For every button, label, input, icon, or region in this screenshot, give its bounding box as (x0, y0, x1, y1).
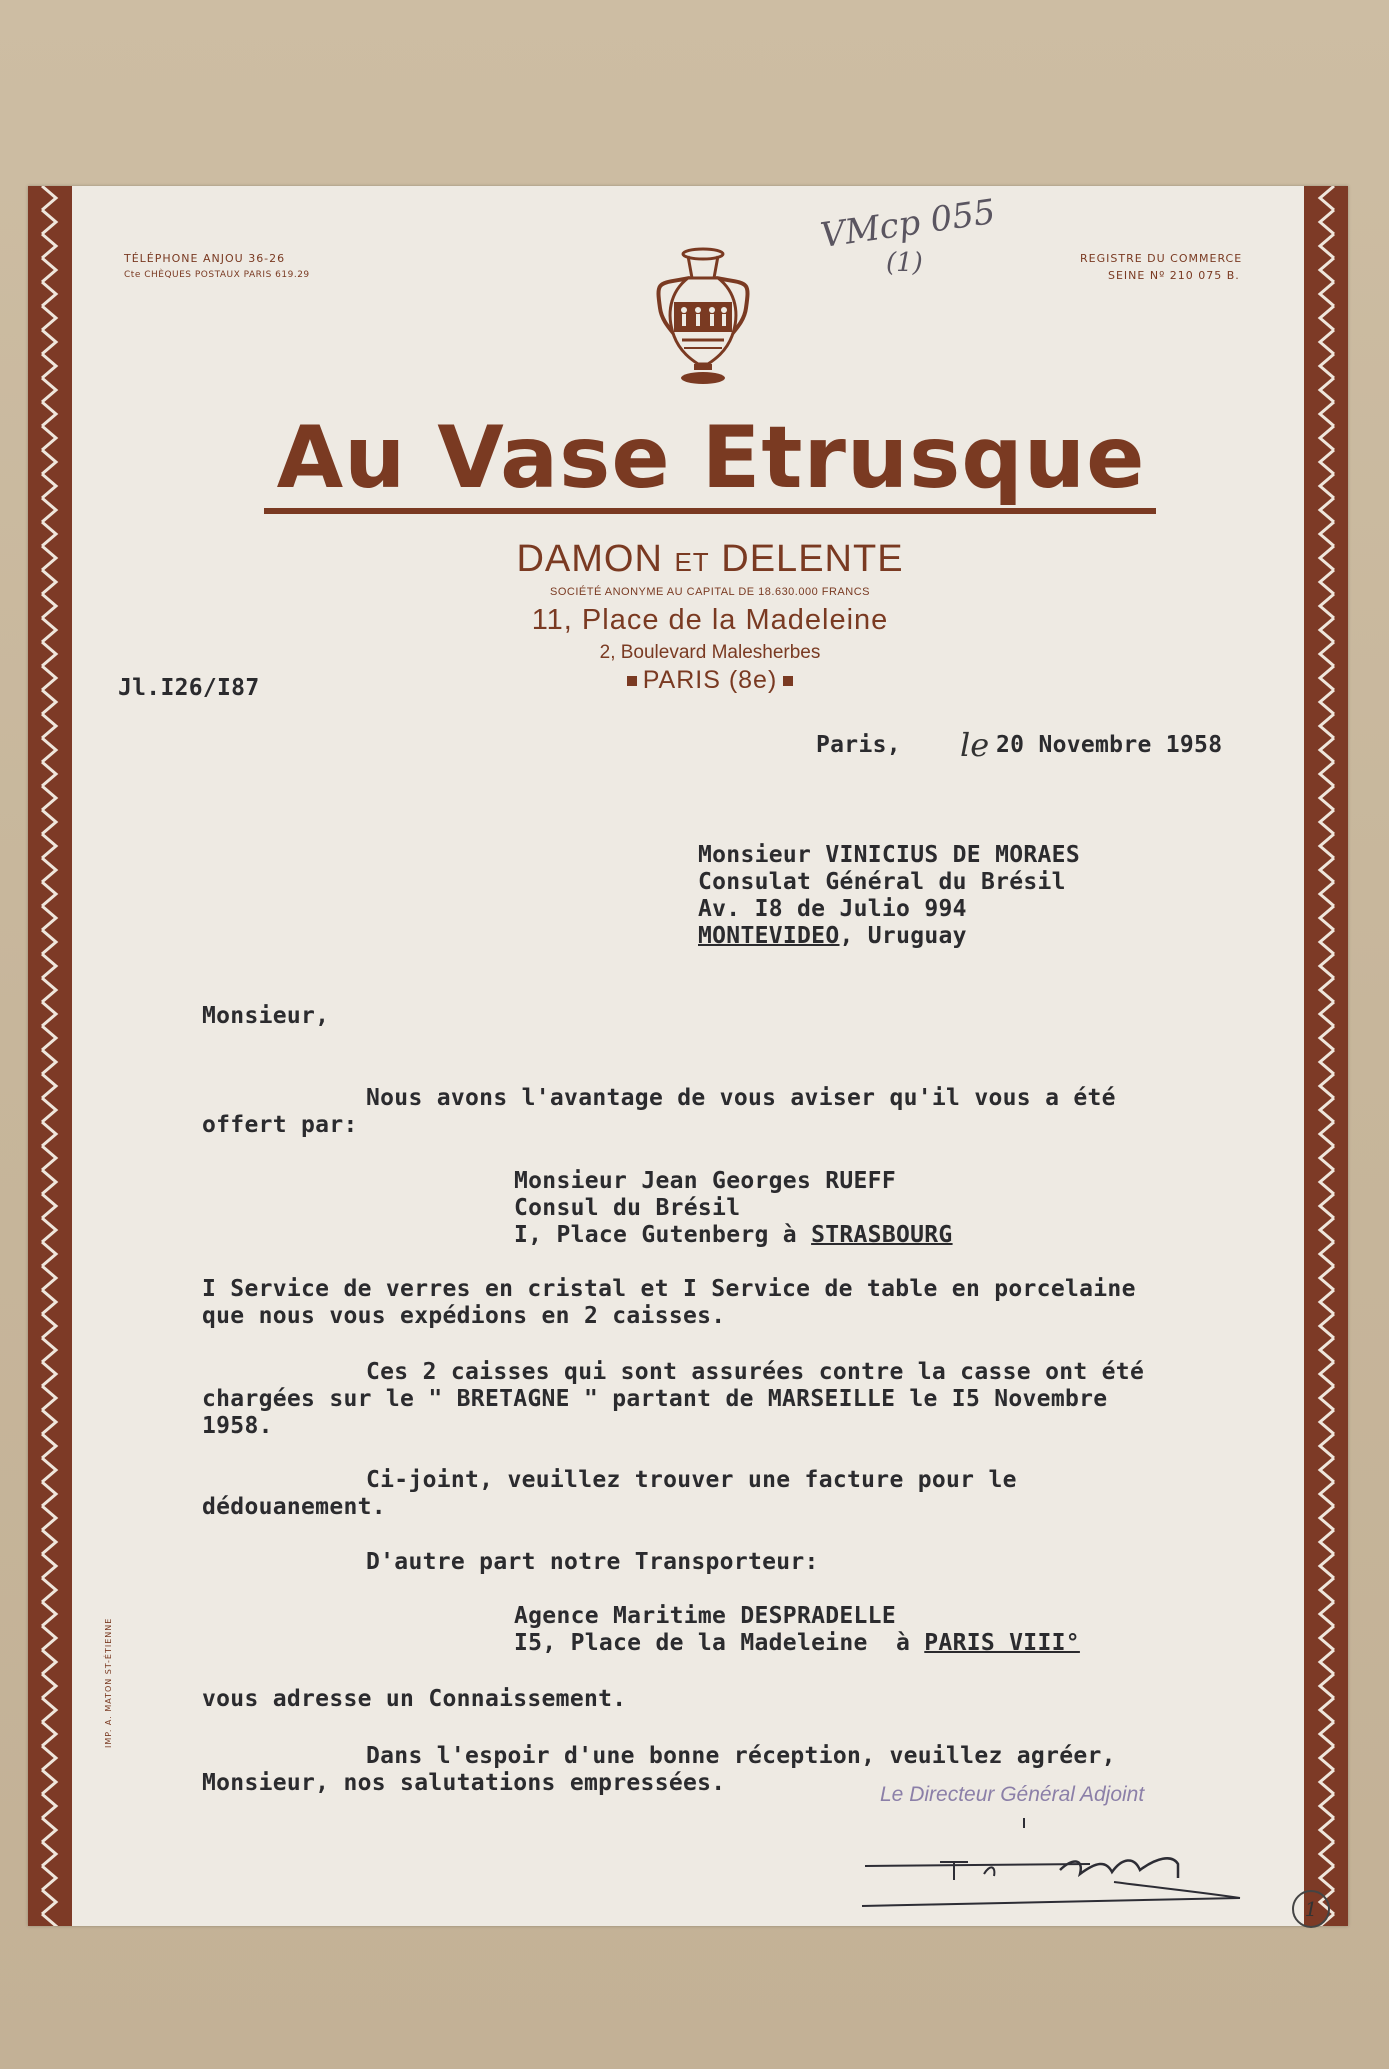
letter-reference: Jl.I26/I87 (118, 675, 260, 701)
archive-mark: VMcp 055 (818, 191, 998, 257)
etruscan-vase-icon (648, 244, 758, 386)
paragraph-5: D'autre part notre Transporteur: (366, 1549, 819, 1575)
sender-line-3 (514, 1222, 953, 1249)
closing-line-1: Dans l'espoir d'une bonne réception, veuillez agréer, (366, 1743, 1116, 1769)
recipient-line-1: Monsieur VINICIUS DE MORAES (698, 842, 1080, 868)
paragraph-2-line-1: I Service de verres en cristal et I Service de table en porcelaine (202, 1276, 1136, 1302)
city-line (300, 666, 1120, 695)
recipient-city: MONTEVIDEO (698, 923, 840, 949)
address-line-2: 2, Boulevard Malesherbes (599, 642, 821, 663)
left-decorative-border (28, 186, 72, 1926)
left-zigzag-pattern (38, 186, 62, 1926)
agent-line-2 (514, 1630, 1080, 1657)
square-bullet-left (627, 676, 637, 686)
salutation: Monsieur, (202, 1003, 330, 1029)
firm-name-part-b: DELENTE (721, 538, 904, 580)
date-le-handwritten: le (960, 726, 990, 764)
firm-name-et: ET (674, 547, 710, 577)
address-line-1: 11, Place de la Madeleine (531, 604, 889, 636)
right-zigzag-pattern (1314, 186, 1338, 1926)
sender-line-1: Monsieur Jean Georges RUEFF (514, 1168, 896, 1194)
paragraph-1-line-2: offert par: (202, 1112, 358, 1138)
recipient-country: , Uruguay (839, 923, 967, 949)
date-place: Paris, (816, 732, 901, 758)
paragraph-6: vous adresse un Connaissement. (202, 1686, 627, 1712)
paragraph-1-line-1: Nous avons l'avantage de vous aviser qu'il vous a été (366, 1085, 1116, 1111)
director-stamp: Le Directeur Général Adjoint (880, 1783, 1145, 1806)
paragraph-2-line-2: que nous vous expédions en 2 caisses. (202, 1303, 726, 1329)
paragraph-3-line-1: Ces 2 caisses qui sont assurées contre la casse ont été (366, 1359, 1145, 1385)
page-number-circled: 1 (1292, 1890, 1330, 1928)
handwritten-signature (860, 1818, 1250, 1918)
sender-line-2: Consul du Brésil (514, 1195, 741, 1221)
title-underline (264, 508, 1156, 514)
date-value: 20 Novembre 1958 (996, 732, 1223, 758)
paragraph-4-line-1: Ci-joint, veuillez trouver une facture pour le (366, 1467, 1017, 1493)
paragraph-3-line-3: 1958. (202, 1413, 273, 1439)
paragraph-4-line-2: dédouanement. (202, 1494, 386, 1520)
agent-city: PARIS VIII° (924, 1630, 1080, 1656)
telephone-info: TÉLÉPHONE ANJOU 36-26 (124, 252, 286, 265)
paragraph-3-line-2: chargées sur le " BRETAGNE " partant de MARSEILLE le I5 Novembre (202, 1386, 1108, 1412)
closing-line-2: Monsieur, nos salutations empressées. (202, 1770, 726, 1796)
registry-line-1: REGISTRE DU COMMERCE (1080, 252, 1243, 265)
firm-name-part-a: DAMON (516, 538, 663, 580)
society-capital: SOCIÉTÉ ANONYME AU CAPITAL DE 18.630.000 FRANCS (550, 586, 870, 598)
recipient-line-3: Av. I8 de Julio 994 (698, 896, 967, 922)
archive-mark-number: (1) (886, 248, 923, 278)
firm-name (300, 538, 1120, 581)
agent-address: I5, Place de la Madeleine à (514, 1630, 925, 1656)
registry-line-2: SEINE Nº 210 075 B. (1108, 269, 1240, 282)
right-decorative-border (1304, 186, 1348, 1926)
printer-imprint: IMP. A. MATON ST-ÉTIENNE (104, 1617, 113, 1748)
city-name: PARIS (8e) (642, 666, 778, 694)
square-bullet-right (783, 676, 793, 686)
agent-line-1: Agence Maritime DESPRADELLE (514, 1603, 896, 1629)
recipient-line-2: Consulat Général du Brésil (698, 869, 1066, 895)
postal-account-info: Cte CHÈQUES POSTAUX PARIS 619.29 (124, 270, 310, 280)
sender-city: STRASBOURG (811, 1222, 953, 1248)
recipient-line-4 (698, 923, 967, 950)
company-title: Au Vase Etrusque (276, 408, 1146, 508)
sender-address: I, Place Gutenberg à (514, 1222, 812, 1248)
